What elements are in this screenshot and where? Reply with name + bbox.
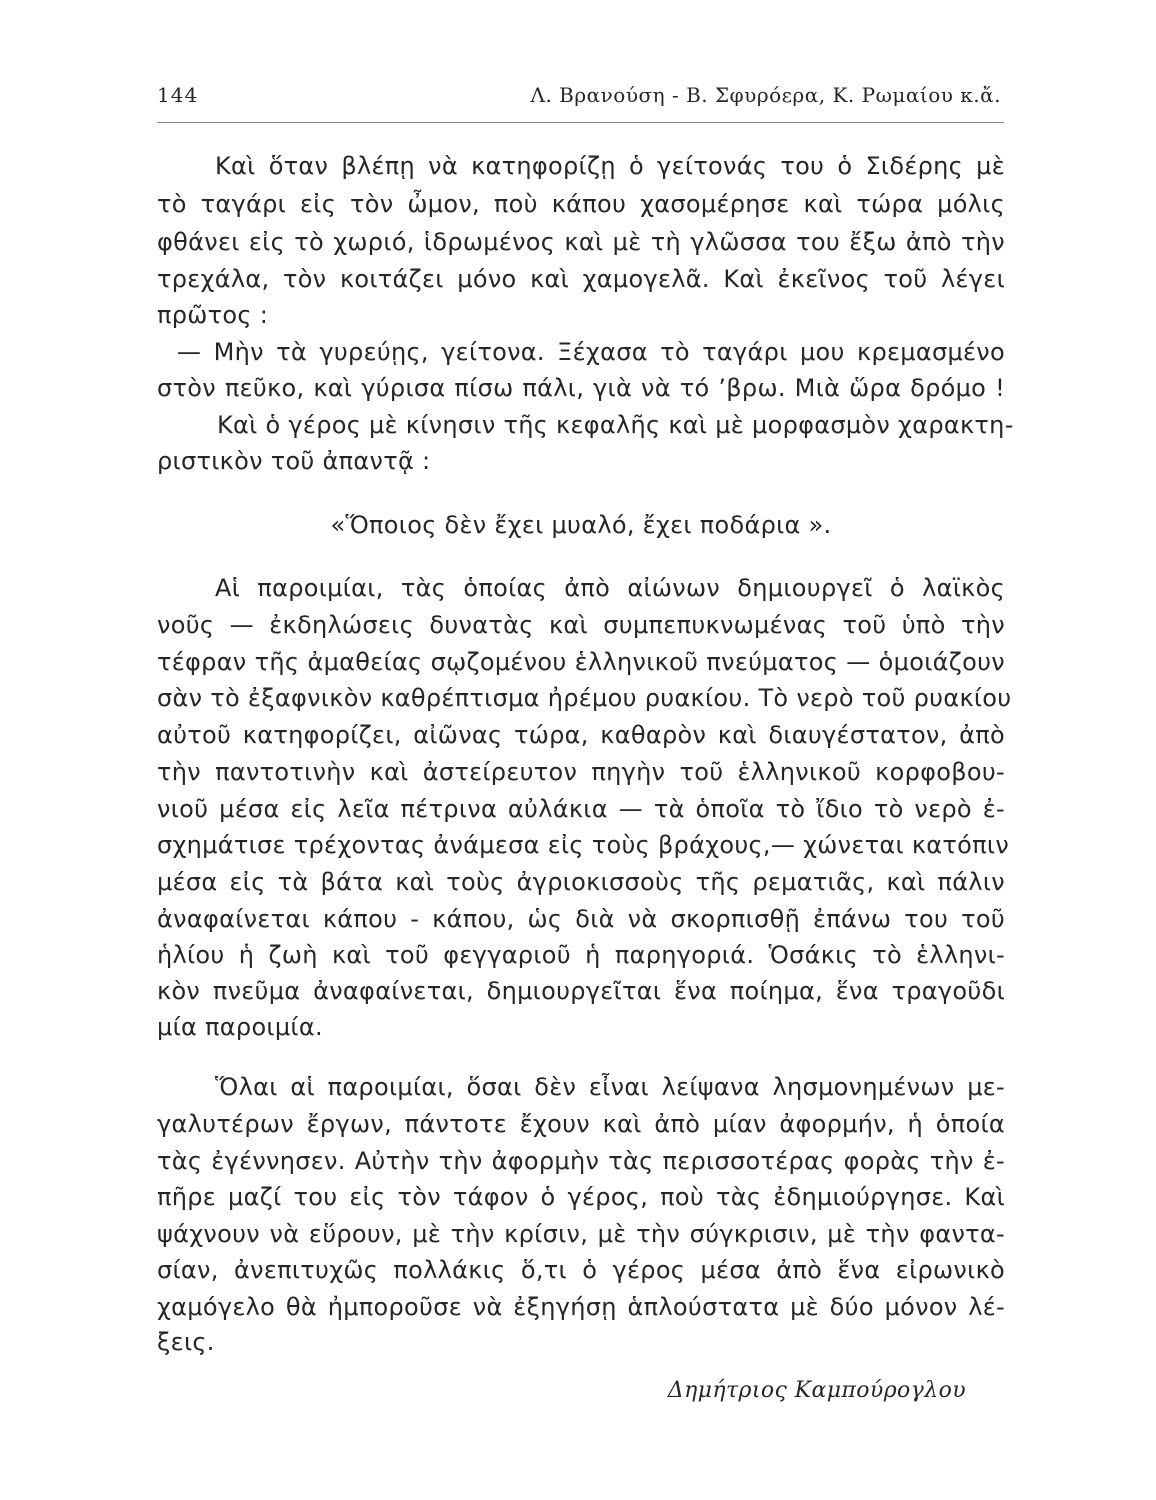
text-line: χαμόγελο θὰ ἠμποροῦσε νὰ ἐξηγήσῃ ἁπλούστατα μὲ δύο μόνον λέ-	[157, 1293, 1005, 1321]
text-line: — Μὴν τὰ γυρεύῃς, γείτονα. Ξέχασα τὸ ταγάρι μου κρεμασμένο	[177, 338, 1005, 366]
text-line: ἀναφαίνεται κάπου - κάπου, ὡς διὰ νὰ σκορπισθῇ ἐπάνω του τοῦ	[157, 905, 1005, 933]
text-line: νοῦς — ἐκδηλώσεις δυνατὰς καὶ συμπεπυκνωμένας τοῦ ὑπὸ τὴν	[157, 611, 1005, 639]
text-line: πρῶτος :	[157, 301, 269, 329]
text-line: ριστικὸν τοῦ ἀπαντᾷ :	[157, 447, 431, 475]
running-head: Λ. Βρανούση - Β. Σφυρόερα, Κ. Ρωμαίου κ.ἄ.	[530, 83, 1001, 107]
text-line: μία παροιμία.	[157, 1013, 323, 1041]
text-line: ξεις.	[157, 1328, 215, 1356]
text-line: Καὶ ὁ γέρος μὲ κίνησιν τῆς κεφαλῆς καὶ μὲ μορφασμὸν χαρακτη-	[217, 411, 1014, 439]
text-line: τέφραν τῆς ἀμαθείας σῳζομένου ἑλληνικοῦ πνεύματος — ὁμοιάζουν	[157, 648, 1005, 676]
text-line: τὴν παντοτινὴν καὶ ἀστείρευτον πηγὴν τοῦ ἑλληνικοῦ κορφοβου-	[157, 758, 1005, 786]
text-line: πῆρε μαζί του εἰς τὸν τάφον ὁ γέρος, ποὺ τὰς ἐδημιούργησε. Καὶ	[157, 1183, 1005, 1211]
proverb-quote: «Ὅποιος δὲν ἔχει μυαλό, ἔχει ποδάρια ».	[330, 511, 832, 539]
text-line: φθάνει εἰς τὸ χωριό, ἱδρωμένος καὶ μὲ τὴ γλῶσσα του ἔξω ἀπὸ τὴν	[157, 228, 1005, 256]
text-line: τρεχάλα, τὸν κοιτάζει μόνο καὶ χαμογελᾶ. Καὶ ἐκεῖνος τοῦ λέγει	[157, 265, 1005, 293]
text-line: τὰς ἐγέννησεν. Αὐτὴν τὴν ἀφορμὴν τὰς περισσοτέρας φορὰς τὴν ἐ-	[157, 1147, 1005, 1175]
text-line: ἡλίου ἡ ζωὴ καὶ τοῦ φεγγαριοῦ ἡ παρηγοριά. Ὁσάκις τὸ ἑλληνι-	[157, 941, 1005, 969]
text-line: στὸν πεῦκο, καὶ γύρισα πίσω πάλι, γιὰ νὰ τό ’βρω. Μιὰ ὥρα δρόμο !	[157, 374, 1005, 402]
author-signature: Δημήτριος Καμπούρογλου	[667, 1378, 966, 1403]
text-line: κὸν πνεῦμα ἀναφαίνεται, δημιουργεῖται ἕνα ποίημα, ἕνα τραγοῦδι	[157, 977, 1005, 1005]
text-line: νιοῦ μέσα εἰς λεῖα πέτρινα αὐλάκια — τὰ ὁποῖα τὸ ἴδιο τὸ νερὸ ἐ-	[157, 795, 1005, 823]
text-line: ψάχνουν νὰ εὕρουν, μὲ τὴν κρίσιν, μὲ τὴν σύγκρισιν, μὲ τὴν φαντα-	[157, 1220, 1005, 1248]
text-line: Ὅλαι αἱ παροιμίαι, ὅσαι δὲν εἶναι λείψανα λησμονημένων με-	[215, 1073, 1005, 1101]
text-line: σίαν, ἀνεπιτυχῶς πολλάκις ὅ,τι ὁ γέρος μέσα ἀπὸ ἕνα εἰρωνικὸ	[157, 1256, 1005, 1284]
text-line: αὐτοῦ κατηφορίζει, αἰῶνας τώρα, καθαρὸν καὶ διαυγέστατον, ἀπὸ	[157, 721, 1005, 749]
text-line: Αἱ παροιμίαι, τὰς ὁποίας ἀπὸ αἰώνων δημιουργεῖ ὁ λαϊκὸς	[215, 574, 1005, 602]
page-number: 144	[157, 83, 199, 107]
text-line: τὸ ταγάρι εἰς τὸν ὦμον, ποὺ κάπου χασομέρησε καὶ τώρα μόλις	[157, 190, 1005, 218]
text-line: Καὶ ὅταν βλέπῃ νὰ κατηφορίζῃ ὁ γείτονάς του ὁ Σιδέρης μὲ	[215, 152, 1005, 180]
text-line: μέσα εἰς τὰ βάτα καὶ τοὺς ἀγριοκισσοὺς τῆς ρεματιᾶς, καὶ πάλιν	[157, 868, 1005, 896]
text-line: σχημάτισε τρέχοντας ἀνάμεσα εἰς τοὺς βράχους,— χώνεται κατόπιν	[157, 831, 1010, 859]
text-line: γαλυτέρων ἔργων, πάντοτε ἔχουν καὶ ἀπὸ μίαν ἀφορμήν, ἡ ὁποία	[157, 1110, 1005, 1138]
header-rule	[157, 122, 1004, 123]
text-line: σὰν τὸ ἐξαφνικὸν καθρέπτισμα ἠρέμου ρυακίου. Τὸ νερὸ τοῦ ρυακίου	[157, 684, 1012, 712]
